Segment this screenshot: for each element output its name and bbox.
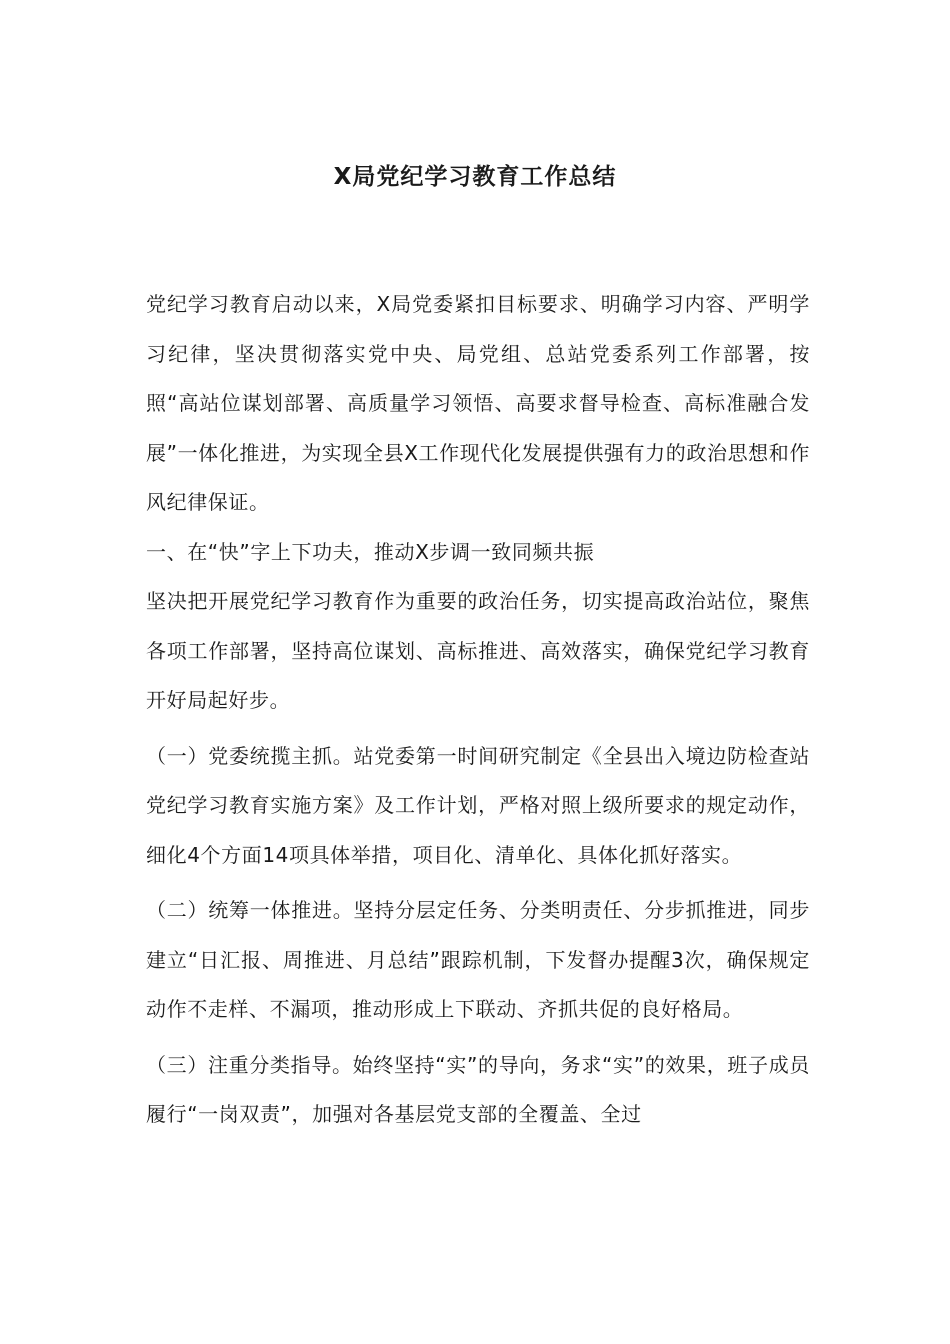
subsection-3-paragraph: （三）注重分类指导。始终坚持“实”的导向，务求“实”的效果，班子成员履行“一岗双责”，加强对各基层党支部的全覆盖、全过 [146, 1052, 810, 1126]
intro-paragraph: 党纪学习教育启动以来，X局党委紧扣目标要求、明确学习内容、严明学习纪律，坚决贯彻落实党中央、局党组、总站党委系列工作部署，按照“高站位谋划部署、高质量学习领悟、高要求督导检查、高标准融合发展”一体化推进，为实现全县X工作现代化发展提供强有力的政治思想和作风纪律保证。 [146, 292, 810, 514]
document-title: X局党纪学习教育工作总结 [333, 164, 617, 190]
section-1-paragraph: 坚决把开展党纪学习教育作为重要的政治任务，切实提高政治站位，聚焦各项工作部署，坚持高位谋划、高标推进、高效落实，确保党纪学习教育开好局起好步。 [146, 589, 810, 712]
section-heading-1: 一、在“快”字上下功夫，推动X步调一致同频共振 [146, 539, 595, 564]
document-body [146, 280, 810, 1140]
subsection-1-paragraph: （一）党委统揽主抓。站党委第一时间研究制定《全县出入境边防检查站党纪学习教育实施方案》及工作计划，严格对照上级所要求的规定动作，细化4个方面14项具体举措，项目化、清单化、具体化抓好落实。 [146, 743, 810, 867]
subsection-2-paragraph: （二）统筹一体推进。坚持分层定任务、分类明责任、分步抓推进，同步建立“日汇报、周推进、月总结”跟踪机制，下发督办提醒3次，确保规定动作不走样、不漏项，推动形成上下联动、齐抓共促的良好格局。 [146, 898, 810, 1021]
